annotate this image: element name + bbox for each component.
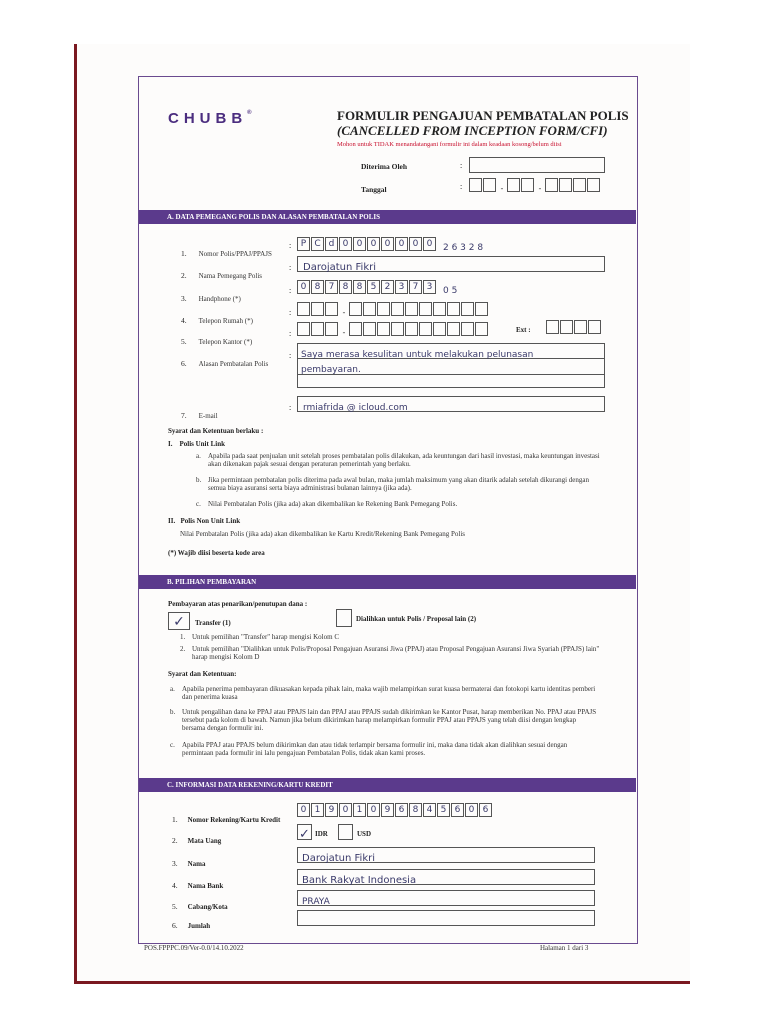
account-number-field[interactable]: 0 1 9 0 1 0 9 6 8 4 5 6 0 6 [297, 803, 493, 821]
idr-label: IDR [315, 830, 328, 838]
bank-name-field[interactable]: Bank Rakyat Indonesia [297, 869, 595, 885]
account-number-label: 1. Nomor Rekening/Kartu Kredit [172, 815, 281, 824]
unit-link-title: I. Polis Unit Link [168, 440, 225, 448]
date-field[interactable]: - - [469, 178, 601, 196]
field-1-label: 1. Nomor Polis/PPAJ/PPAJS [181, 249, 272, 258]
payment-term-a: a. Apabila penerima pembayaran dikuasakan kepada pihak lain, maka wajib melampirkan surat kuasa bermaterai dan fotokopi kartu identitas pemberi dan penerima kuasa [170, 685, 596, 701]
non-unit-link-text: Nilai Pembatalan Polis (jika ada) akan dikembalikan ke Kartu Kredit/Rekening Bank Pemegang Polis [180, 530, 465, 538]
date-label: Tanggal [361, 185, 387, 194]
transfer-to-policy-label: Dialihkan untuk Polis / Proposal lain (2) [356, 615, 477, 623]
field-5-label: 5. Telepon Kantor (*) [181, 337, 253, 346]
branch-field[interactable]: PRAYA [297, 890, 595, 906]
email-field[interactable]: rmiafrida @ icloud.com [297, 396, 605, 412]
received-by-field[interactable] [469, 157, 605, 173]
idr-checkbox[interactable]: ✓ [297, 824, 312, 840]
field-4-label: 4. Telepon Rumah (*) [181, 316, 253, 325]
holder-name-field[interactable]: Darojatun Fikri [297, 256, 605, 272]
section-a-header: A. DATA PEMEGANG POLIS DAN ALASAN PEMBATALAN POLIS [139, 210, 636, 224]
chubb-logo: CHUBB® [168, 110, 252, 127]
office-phone-field[interactable]: - [297, 322, 489, 340]
terms-title: Syarat dan Ketentuan berlaku : [168, 427, 264, 435]
transfer-to-policy-checkbox[interactable] [336, 609, 352, 627]
payment-term-c: c. Apabila PPAJ atau PPAJS belum dikirimkan dan atau tidak terlampir bersama formulir ini, maka dana tidak akan dialihkan sesuai dengan permintaan pada formulir ini lalu pengajuan Pembatalan Polis, tidak akan kami proses. [170, 741, 568, 757]
policy-number-field[interactable]: P C d 0 0 0 0 0 0 0 2 6 3 2 8 [297, 237, 483, 255]
bank-name-label: 4. Nama Bank [172, 881, 224, 890]
payment-note-2: 2. Untuk pemilihan "Dialihkan untuk Polis/Proposal Pengajuan Asuransi Jiwa (PPAJ) atau Proposal Pengajuan Asuransi Jiwa Syariah (PPAJS) lain" harap mengisi Kolom D [180, 645, 600, 661]
form-title: FORMULIR PENGAJUAN PEMBATALAN POLIS [337, 108, 629, 123]
unit-link-term-a: a. Apabila pada saat penjualan unit setelah proses pembatalan polis dilakukan, ada keuntungan dari hasil investasi, maka keuntungan investasi akan dikenakan pajak sesuai dengan peraturan pemerintah yang berlaku. [196, 452, 600, 468]
usd-checkbox[interactable] [338, 824, 353, 840]
field-2-label: 2. Nama Pemegang Polis [181, 271, 263, 280]
handphone-field[interactable]: 0 8 7 8 8 5 2 3 7 3 0 5 [297, 280, 457, 298]
payment-terms-title: Syarat dan Ketentuan: [168, 670, 237, 678]
ext-field[interactable] [546, 320, 602, 338]
unit-link-term-b: b. Jika permintaan pembatalan polis diterima pada awal bulan, maka jumlah maksimum yang akan ditarik adalah setelah dikurangi dengan semua biaya asuransi serta biaya administrasi bulanan lainnya (jika ada). [196, 476, 589, 492]
non-unit-link-title: II. Polis Non Unit Link [168, 517, 241, 525]
received-by-label: Diterima Oleh [361, 162, 408, 171]
field-6-label: 6. Alasan Pembatalan Polis [181, 359, 269, 368]
currency-label: 2. Mata Uang [172, 836, 222, 845]
unit-link-term-c: c. Nilai Pembatalan Polis (jika ada) akan dikembalikan ke Rekening Bank Pemegang Polis. [196, 500, 458, 508]
home-phone-field[interactable]: - [297, 302, 489, 320]
section-b-header: B. PILIHAN PEMBAYARAN [139, 575, 636, 589]
field-3-label: 3. Handphone (*) [181, 294, 241, 303]
ext-label: Ext : [516, 326, 531, 334]
branch-label: 5. Cabang/Kota [172, 902, 228, 911]
amount-label: 6. Jumlah [172, 921, 211, 930]
cancellation-reason-field[interactable]: Saya merasa kesulitan untuk melakukan pelunasan pembayaran. [297, 343, 605, 388]
signature-warning: Mohon untuk TIDAK menandatangani formulir ini dalam keadaan kosong/belum diisi [337, 141, 562, 148]
payment-intro: Pembayaran atas penarikan/penutupan dana : [168, 600, 308, 608]
account-name-label: 3. Nama [172, 859, 206, 868]
form-subtitle: (CANCELLED FROM INCEPTION FORM/CFI) [337, 123, 608, 138]
required-note: (*) Wajib diisi beserta kode area [168, 549, 265, 557]
page-number: Halaman 1 dari 3 [540, 944, 589, 952]
payment-term-b: b. Untuk pengalihan dana ke PPAJ atau PPAJS lain dan PPAJ atau PPAJS sudah dikirimkan ke Kantor Pusat, harap memberikan No. PPAJ atau PPAJS tersebut pada kolom di bawah. Namun jika belum dikirimkan harap melampirkan formulir PPAJ atau PPAJS yang telah diisi dengan lengkap bersama dengan formulir ini. [170, 708, 597, 732]
usd-label: USD [357, 830, 372, 838]
account-name-field[interactable]: Darojatun Fikri [297, 847, 595, 863]
amount-field[interactable] [297, 910, 595, 926]
form-code: POS.FPPPC.09/Ver-0.0/14.10.2022 [144, 944, 244, 952]
transfer-checkbox[interactable]: ✓ [168, 612, 190, 630]
section-c-header: C. INFORMASI DATA REKENING/KARTU KREDIT [139, 778, 636, 792]
payment-note-1: 1. Untuk pemilihan "Transfer" harap mengisi Kolom C [180, 633, 339, 641]
field-7-label: 7. E-mail [181, 411, 218, 420]
transfer-label: Transfer (1) [195, 619, 231, 627]
